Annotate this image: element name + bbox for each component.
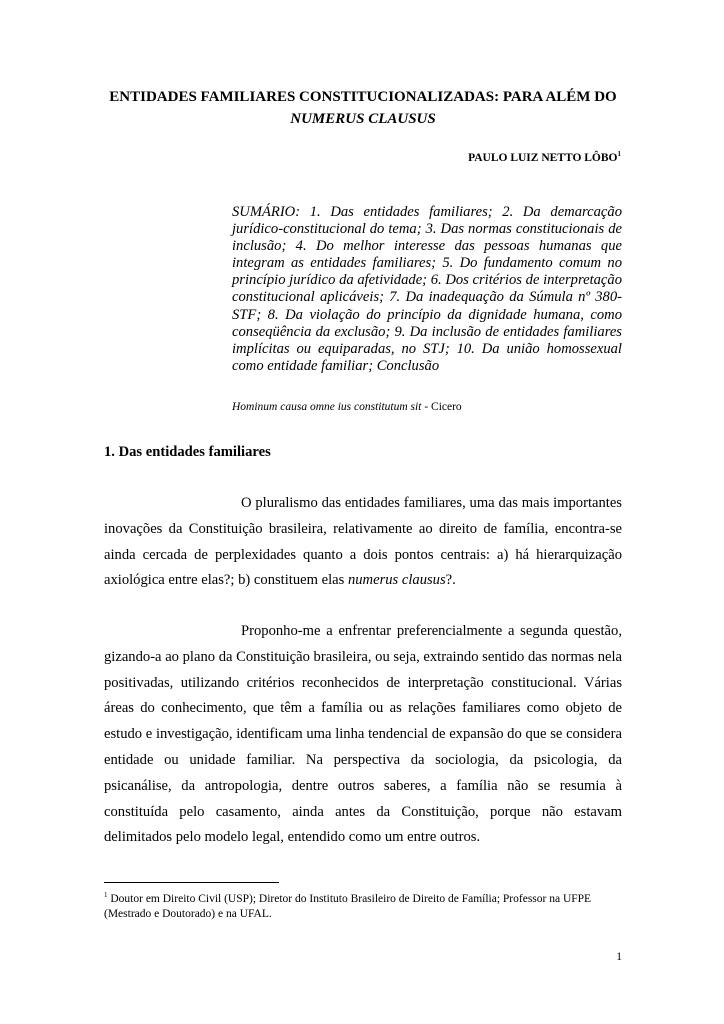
epigraph-quote: Hominum causa omne ius constitutum sit [232,401,422,413]
body-paragraph-1 [104,491,622,594]
section-heading: 1. Das entidades familiares [104,444,271,460]
summary-abstract: SUMÁRIO: 1. Das entidades familiares; 2. Da demarcação jurídico-constitucional do tema; 3. Das normas constitucionais de inclusão; 4. Do melhor interesse das pessoas humanas que integram as entidades familiares; 5. Do fundamento comum no princípio jurídico da afetividade; 6. Dos critérios de interpretação constitucional aplicáveis; 7. Da inadequação da Súmula nº 380-STF; 8. Da violação do princípio da dignidade humana, como conseqüência da exclusão; 9. Da inclusão de entidades familiares implícitas ou equiparadas, no STJ; 10. Da união homossexual como entidade familiar; Conclusão [232,204,622,374]
page-number: 1 [616,951,622,963]
body-paragraph-2: Proponho-me a enfrentar preferencialmente a segunda questão, gizando-a ao plano da Constituição brasileira, ou seja, extraindo sentido das normas nela positivadas, utilizando critérios reconhecidos de interpretação constitucional. Várias áreas do conhecimento, que têm a família ou as relações familiares como objeto de estudo e investigação, identificam uma linha tendencial de expansão do que se considera entidade ou unidade familiar. Na perspectiva da sociologia, da psicologia, da psicanálise, da antropologia, dentre outros saberes, a família não se resumia à constituída pelo casamento, ainda antes da Constituição, porque não estavam delimitados pelo modelo legal, entendido como um entre outros. [104,623,622,846]
epigraph-author: - Cicero [421,401,462,413]
author-footnote-marker: 1 [617,150,621,158]
epigraph [232,401,462,413]
footnote [104,888,622,922]
author-text: PAULO LUIZ NETTO LÔBO [468,151,618,164]
paragraph-1-italic: numerus clausus [347,572,446,589]
paragraph-1-end: ?. [445,572,456,589]
author-name [468,150,621,164]
document-title [104,86,622,130]
title-line-1: ENTIDADES FAMILIARES CONSTITUCIONALIZADAS: PARA ALÉM DO [109,89,617,105]
footnote-divider [104,882,279,883]
title-line-2: NUMERUS CLAUSUS [290,111,436,127]
paragraph-1-text: O pluralismo das entidades familiares, uma das mais importantes inovações da Constituição brasileira, relativamente ao direito de família, encontra-se ainda cercada de perplexidades quanto a dois pontos centrais: a) há hierarquização axiológica entre elas?; b) constituem elas [104,495,622,589]
footnote-marker: 1 [104,891,108,899]
footnote-text: Doutor em Direito Civil (USP); Diretor do Instituto Brasileiro de Direito de Família; Professor na UFPE (Mestrado e Doutorado) e na UFAL. [104,892,592,920]
